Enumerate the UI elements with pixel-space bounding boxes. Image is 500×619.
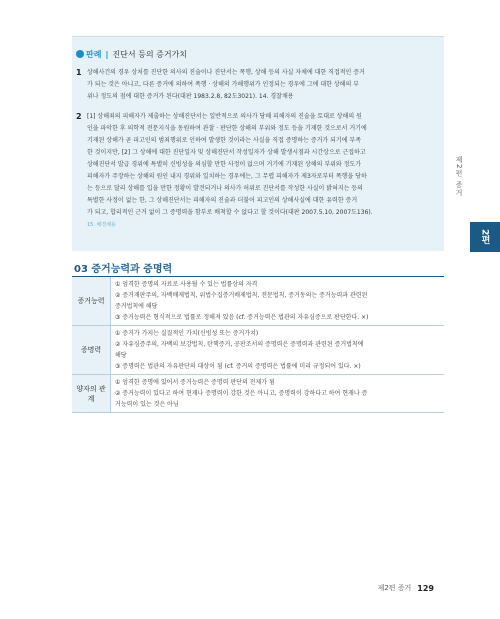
case-line: 특별한 사정이 없는 한, 그 상해진단서는 피해자의 진술과 더불어 피고인의 상해사실에 대한 유력한 증거 bbox=[87, 197, 358, 204]
case-line: 상해진단서 발급 경위에 특별히 신빙성을 의심할 만한 사정이 없으며 거기에 기재된 상해의 부위와 정도가 bbox=[87, 161, 362, 168]
row-line: ① 증거가 가지는 실질적인 가치(신빙성 또는 증거가치) bbox=[115, 330, 259, 337]
row-header: 양자의 관계 bbox=[72, 375, 111, 413]
side-part-label: 제2편 증거 bbox=[455, 156, 463, 197]
case-source: 15. 해경채용 bbox=[87, 222, 116, 228]
side-part-tab: 2편 bbox=[470, 222, 500, 252]
table-row bbox=[72, 375, 444, 413]
case-text bbox=[87, 67, 439, 103]
case-line: [1] 상해죄의 피해자가 제출하는 상해진단서는 일반적으로 의사가 당해 피해자의 진술을 토대로 상해의 원 bbox=[87, 113, 362, 120]
case-law-panel bbox=[72, 36, 444, 251]
comparison-table bbox=[72, 277, 444, 413]
case-number: 1 bbox=[76, 68, 82, 77]
panel-header bbox=[76, 48, 187, 60]
row-content bbox=[111, 375, 445, 413]
panel-separator: | bbox=[105, 49, 109, 59]
page-footer bbox=[378, 583, 434, 593]
section-title: 03 증거능력과 증명력 bbox=[74, 264, 173, 275]
row-header: 증명력 bbox=[72, 326, 111, 375]
row-line: ③ 증명력은 법관의 자유판단의 대상이 됨 (cf. 증거의 증명력은 법률에 미리 규정되어 있다. ×) bbox=[115, 363, 361, 370]
row-content bbox=[111, 326, 445, 375]
row-line: 해당 bbox=[115, 352, 127, 359]
row-line: ③ 증거능력은 형식적으로 법률로 정해져 있음 (cf. 증거능력은 법관의 자유심증으로 판단한다. ×) bbox=[115, 314, 369, 321]
case-number: 2 bbox=[76, 112, 82, 121]
case-line: 한 것이지만, [2] 그 상해에 대한 진단일자 및 상해진단서 작성일자가 상해 발생시점과 시간상으로 근접하고 bbox=[87, 149, 366, 156]
row-header: 증거능력 bbox=[72, 277, 111, 326]
table-row bbox=[72, 326, 444, 375]
page-number: 129 bbox=[417, 583, 434, 593]
case-line: 가 되고, 합리적인 근거 없이 그 증명력을 함부로 배척할 수 없다고 할 것이다(대판 2007.5.10, 2007도136). bbox=[87, 209, 373, 216]
case-line: 는 등으로 달리 상해를 입을 만한 정황이 발견되거나 의사가 허위로 진단서를 작성한 사실이 밝혀지는 등의 bbox=[87, 185, 363, 192]
row-line: ② 자유심증주의, 자백의 보강법칙, 탄핵증거, 공판조서의 증명력은 증명력과 관련된 증거법칙에 bbox=[115, 341, 364, 348]
case-line: 상해사건의 경우 상처를 진단한 의사의 진술이나 진단서는 폭행, 상해 등의 사실 자체에 대한 직접적인 증거 bbox=[87, 69, 365, 76]
footer-part: 제2편 증거 bbox=[377, 584, 412, 592]
row-line: ② 증거능력이 있다고 하여 현재나 증명력이 강한 것은 아니고, 증명력이 강하다고 하여 현재나 증 bbox=[115, 390, 368, 397]
case-text bbox=[87, 111, 439, 231]
case-line: 위나 정도의 점에 대한 증거가 된다(대판 1983.2.8, 82도3021). 14. 경찰채용 bbox=[87, 93, 294, 100]
case-line: 피해자가 주장하는 상해의 원인 내지 경위와 일치하는 경우에는, 그 무렵 피해자가 제3자로부터 폭행을 당하 bbox=[87, 173, 367, 180]
row-line: ① 엄격한 증명에 있어서 증거능력은 증명력 판단의 전제가 됨 bbox=[115, 379, 275, 386]
lightbulb-icon bbox=[76, 50, 84, 58]
row-line: ① 엄격한 증명의 자료로 사용될 수 있는 법률상의 자격 bbox=[115, 281, 258, 288]
row-content bbox=[111, 277, 445, 326]
panel-tag: 판례 bbox=[86, 49, 102, 59]
table-row bbox=[72, 277, 444, 326]
row-line: 거능력이 있는 것은 아님 bbox=[115, 401, 179, 408]
row-line: ② 증거재판주의, 자백배제법칙, 위법수집증거배제법칙, 전문법칙, 증거동의는 증거능력과 관련된 bbox=[115, 292, 368, 299]
case-line: 가 되는 것은 아니고, 다른 증거에 의하여 폭행 · 상해의 가해행위가 인정되는 경우에 그에 대한 상해의 부 bbox=[87, 81, 359, 88]
row-line: 증거법칙에 해당 bbox=[115, 303, 158, 310]
case-line: 기재된 상해가 곧 피고인의 범죄행위로 인하여 발생한 것이라는 사실을 직접 증명하는 증거가 되기에 부족 bbox=[87, 137, 362, 144]
panel-title: 진단서 등의 증거가치 bbox=[112, 49, 188, 59]
case-line: 인을 파악한 후 의학적 전문지식을 동원하여 관찰 · 판단한 상해의 부위와 정도 등을 기재한 것으로서 거기에 bbox=[87, 125, 367, 132]
